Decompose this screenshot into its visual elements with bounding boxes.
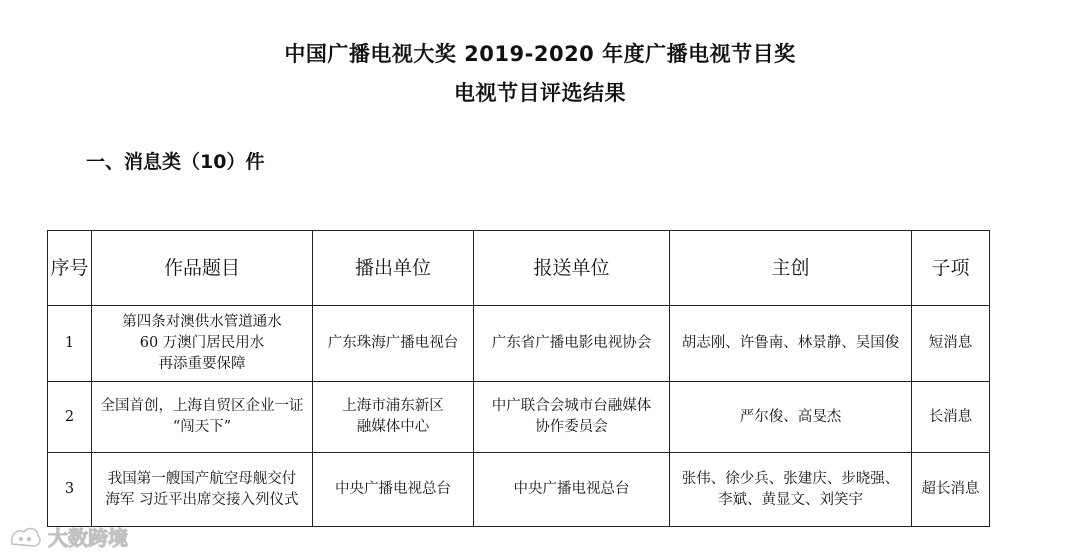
title-line: “闯天下” <box>172 419 232 435</box>
cell-category: 超长消息 <box>912 453 990 527</box>
submitter-line: 中央广播电视总台 <box>513 481 630 497</box>
title-line: 再添重要保障 <box>158 356 246 372</box>
header-category: 子项 <box>912 231 990 306</box>
watermark-text: 大数跨境 <box>48 526 128 550</box>
title-line: 我国第一艘国产航空母舰交付 <box>107 470 297 487</box>
document-subtitle: 电视节目评选结果 <box>454 81 626 105</box>
title-line: 第四条对澳供水管道通水 <box>122 314 282 330</box>
cell-category: 长消息 <box>912 382 990 453</box>
cell-submitter <box>474 453 670 527</box>
cell-index: 3 <box>48 453 92 527</box>
table-row <box>48 382 990 453</box>
header-index: 序号 <box>48 231 92 306</box>
cell-submitter <box>474 306 670 382</box>
header-submitter: 报送单位 <box>474 231 670 306</box>
table-header-row <box>48 231 990 306</box>
header-title: 作品题目 <box>92 231 313 306</box>
broadcaster-line: 融媒体中心 <box>356 419 430 435</box>
cell-index: 2 <box>48 382 92 453</box>
cell-submitter <box>474 382 670 453</box>
cell-title <box>92 382 313 453</box>
creators-line: 李斌、黄显文、刘笑宇 <box>718 491 863 508</box>
cell-category: 短消息 <box>912 306 990 382</box>
watermark <box>8 522 128 551</box>
cell-broadcaster <box>313 453 474 527</box>
table-row <box>48 306 990 382</box>
title-line: 海军 习近平出席交接入列仪式 <box>105 491 299 508</box>
header-broadcaster: 播出单位 <box>313 231 474 306</box>
cell-index: 1 <box>48 306 92 382</box>
broadcaster-line: 广东珠海广播电视台 <box>327 335 459 351</box>
broadcaster-line: 中央广播电视总台 <box>335 481 451 497</box>
creators-line: 胡志刚、许鲁南、林景静、吴国俊 <box>681 335 900 351</box>
results-table <box>47 230 990 527</box>
submitter-line: 广东省广播电影电视协会 <box>491 335 652 351</box>
submitter-line: 协作委员会 <box>535 419 608 435</box>
title-line: 全国首创，上海自贸区企业一证 <box>100 398 304 414</box>
section-heading: 一、消息类（10）件 <box>86 151 265 173</box>
cell-broadcaster <box>313 306 474 382</box>
cell-creators <box>670 382 912 453</box>
header-creators: 主创 <box>670 231 912 306</box>
title-line: 60 万澳门居民用水 <box>139 335 265 351</box>
brand-logo-icon <box>8 524 44 550</box>
cell-title <box>92 306 313 382</box>
cell-creators <box>670 306 912 382</box>
cell-broadcaster <box>313 382 474 453</box>
cell-title <box>92 453 313 527</box>
creators-line: 张伟、徐少兵、张建庆、步晓强、 <box>681 470 900 487</box>
cell-creators <box>670 453 912 527</box>
document-title: 中国广播电视大奖 2019-2020 年度广播电视节目奖 <box>284 42 796 66</box>
submitter-line: 中广联合会城市台融媒体 <box>491 398 652 414</box>
broadcaster-line: 上海市浦东新区 <box>342 398 444 414</box>
creators-line: 严尔俊、高旻杰 <box>739 408 842 425</box>
table-row <box>48 453 990 527</box>
